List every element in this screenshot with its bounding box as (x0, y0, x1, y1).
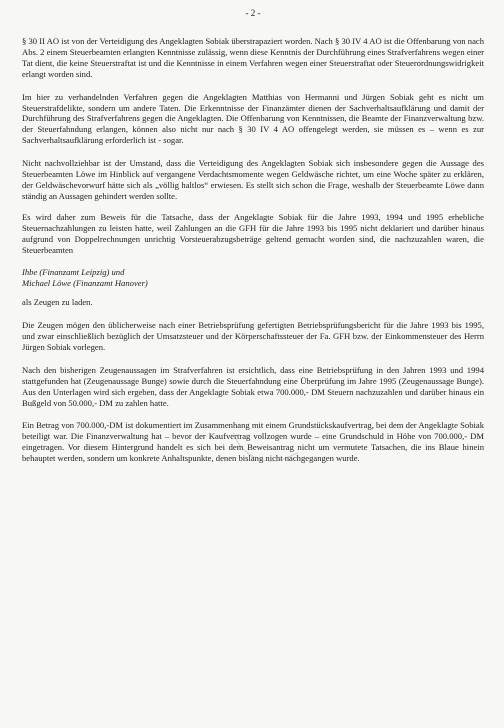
page-number: - 2 - (245, 8, 261, 18)
paragraph-3: Nicht nachvollziehbar ist der Umstand, dass die Verteidigung des Angeklagten Sobiak sich insbesondere gegen die Aussage des Steuerbeamten Löwe im Hinblick auf vergangene Verdachtsmomente wegen Geldwäsche richtet, um eine Woche später zu erklären, der Geldwäschevorwurf hätte sich als „völlig haltlos“ erwiesen. Es stellt sich schon die Frage, weshalb der Steuerbeamte Löwe dann ständig an Aussagen gehindert werden sollte. (22, 158, 484, 201)
paragraph-6: Die Zeugen mögen den üblicherweise nach einer Betriebsprüfung gefertigten Betriebsprüfungsbericht für die Jahre 1993 bis 1995, und zwar einschließlich bezüglich der Umsatzsteuer und der Körperschaftssteuer der Fa. GFH bzw. der Einkommensteuer des Herrn Jürgen Sobiak vorlegen. (22, 320, 484, 352)
paragraph-2: Im hier zu verhandelnden Verfahren gegen die Angeklagten Matthias von Hermanni und Jürgen Sobiak geht es nicht um Steuerstrafdelikte, sondern um andere Taten. Die Erkenntnisse der Finanzämter dienen der Sachverhaltsaufklärung und damit der Durchführung des Strafverfahrens gegen die Angeklagten. Die Offenbarung von Kenntnissen, die Beamte der Finanzverwaltung bzw. der Steuerfahndung erlangen, können also nicht nur nach § 30 IV 4 AO offengelegt werden, sie müssen es – wenn es zur Sachverhaltsaufklärung erforderlich ist - sogar. (22, 91, 484, 146)
witness-ihbe: Ihbe (Finanzamt Leipzig) und (22, 267, 125, 278)
paragraph-7: Nach den bisherigen Zeugenaussagen im Strafverfahren ist ersichtlich, dass eine Betriebsprüfung in den Jahren 1993 und 1994 stattgefunden hat (Zeugenaussage Bunge) sowie durch die Steuerfahndung eine Überprüfung im Jahre 1995 (Zeugenaussage Bunge). Aus den Unterlagen wird sich ergeben, dass der Angeklagte Sobiak etwa 700.000,- DM Steuern nachzuzahlen und darüber hinaus ein Bußgeld von 50.000,- DM zu zahlen hatte. (22, 364, 484, 408)
paragraph-summons: als Zeugen zu laden. (22, 297, 93, 308)
witness-list (22, 267, 484, 289)
paragraph-4: Es wird daher zum Beweis für die Tatsache, dass der Angeklagte Sobiak für die Jahre 1993, 1994 und 1995 erhebliche Steuernachzahlungen zu leisten hatte, weil Zahlungen an die GFH für die Jahre 1993 bis 1995 nicht deklariert und darüber hinaus aufgrund von Doppelrechnungen unrichtig Vorsteuerabzugsbeträge geltend gemacht worden sind, die nachzuzahlen waren, die Steuerbeamten (22, 211, 484, 255)
witness-loewe: Michael Löwe (Finanzamt Hanover) (22, 278, 148, 289)
paragraph-1: § 30 II AO ist von der Verteidigung des Angeklagten Sobiak überstrapaziert worden. Nach § 30 IV 4 AO ist die Offenbarung von nach Abs. 2 einem Steuerbeamten erlangten Kenntnisse zulässig, wenn diese Kenntnis der Durchführung eines Strafverfahrens wegen einer Tat dient, die keine Steuerstraftat ist und die Kenntnisse in einem Verfahren wegen einer Steuerstraftat oder Steuerordnungswidrigkeit erlangt worden sind. (22, 36, 484, 79)
paragraph-8: Ein Betrag von 700.000,-DM ist dokumentiert im Zusammenhang mit einem Grundstückskaufvertrag, bei dem der Angeklagte Sobiak beteiligt war. Die Finanzverwaltung hat – bevor der Kaufvertrag vollzogen wurde – eine Grundschuld in Höhe von 700.000,- DM eingetragen. Vor diesem Hintergrund handelt es sich bei dem Beweisantrag nicht um vermutete Tatsachen, die ins Blaue hinein behauptet werden, sondern um konkrete Anhaltspunkte, denen bislang nicht nachgegangen wurde. (22, 420, 484, 464)
